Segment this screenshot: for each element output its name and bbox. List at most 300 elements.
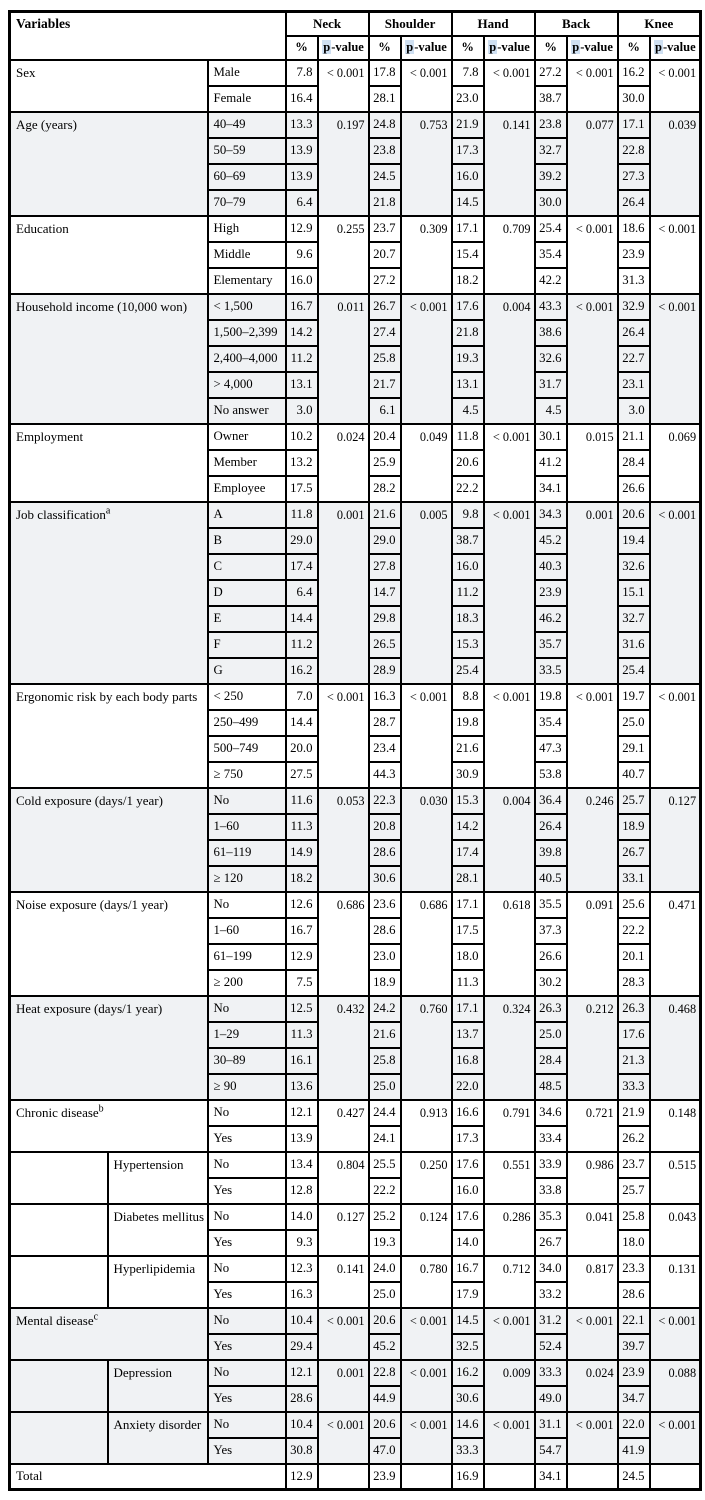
percent-cell: 11.8 bbox=[452, 424, 484, 450]
percent-cell: 26.3 bbox=[535, 996, 567, 1022]
table-row bbox=[10, 1412, 701, 1438]
pvalue-cell: 0.043 bbox=[650, 1204, 701, 1256]
table-row bbox=[10, 1256, 701, 1282]
percent-cell: 17.1 bbox=[618, 112, 650, 138]
variable-label: Noise exposure (days/1 year) bbox=[10, 892, 208, 996]
category-cell: Owner bbox=[208, 424, 286, 450]
percent-cell: 16.0 bbox=[452, 164, 484, 190]
percent-cell: 31.7 bbox=[535, 372, 567, 398]
category-cell: Employee bbox=[208, 476, 286, 502]
percent-cell: 27.2 bbox=[535, 60, 567, 86]
percent-header: % bbox=[618, 36, 650, 60]
percent-cell: 16.3 bbox=[286, 1282, 318, 1308]
table-body bbox=[10, 60, 701, 1490]
percent-cell: 11.3 bbox=[286, 814, 318, 840]
variable-label: Age (years) bbox=[10, 112, 208, 216]
indent-spacer-cell bbox=[10, 1412, 108, 1464]
percent-cell: 15.1 bbox=[618, 580, 650, 606]
pvalue-cell: 0.124 bbox=[401, 1204, 452, 1256]
pvalue-cell: < 0.001 bbox=[650, 502, 701, 684]
percent-cell: 17.5 bbox=[286, 476, 318, 502]
category-cell: Female bbox=[208, 86, 286, 112]
percent-cell: 20.0 bbox=[286, 736, 318, 762]
category-cell: High bbox=[208, 216, 286, 242]
percent-cell: 13.9 bbox=[286, 164, 318, 190]
percent-cell: 21.9 bbox=[618, 1100, 650, 1126]
percent-cell: 24.4 bbox=[369, 1100, 401, 1126]
percent-cell: 7.5 bbox=[286, 970, 318, 996]
percent-cell: 28.6 bbox=[286, 1386, 318, 1412]
percent-cell: 17.1 bbox=[452, 216, 484, 242]
percent-cell: 28.2 bbox=[369, 476, 401, 502]
percent-cell: 29.8 bbox=[369, 606, 401, 632]
percent-cell: 25.6 bbox=[618, 892, 650, 918]
percent-cell: 33.1 bbox=[618, 866, 650, 892]
category-cell: Yes bbox=[208, 1438, 286, 1464]
pvalue-cell: 0.131 bbox=[650, 1256, 701, 1308]
footnote-marker-c: c bbox=[93, 1311, 99, 1323]
pvalue-cell: 0.760 bbox=[401, 996, 452, 1100]
percent-cell: 33.4 bbox=[535, 1126, 567, 1152]
percent-cell: 4.5 bbox=[535, 398, 567, 424]
percent-cell: 16.0 bbox=[452, 554, 484, 580]
percent-cell: 27.4 bbox=[369, 320, 401, 346]
percent-cell: 11.2 bbox=[452, 580, 484, 606]
percent-cell: 28.7 bbox=[369, 710, 401, 736]
pvalue-cell: 0.148 bbox=[650, 1100, 701, 1152]
percent-cell: 28.6 bbox=[618, 1282, 650, 1308]
percent-cell: 22.2 bbox=[618, 918, 650, 944]
table-row bbox=[10, 1100, 701, 1126]
percent-cell: 10.4 bbox=[286, 1308, 318, 1334]
pvalue-cell bbox=[318, 1464, 369, 1490]
percent-header: % bbox=[369, 36, 401, 60]
percent-cell: 33.5 bbox=[535, 658, 567, 684]
percent-cell: 32.6 bbox=[618, 554, 650, 580]
percent-cell: 16.7 bbox=[452, 1256, 484, 1282]
percent-cell: 21.1 bbox=[618, 424, 650, 450]
percent-cell: 14.0 bbox=[452, 1230, 484, 1256]
percent-cell: 27.2 bbox=[369, 268, 401, 294]
percent-cell: 15.3 bbox=[452, 788, 484, 814]
pvalue-cell: < 0.001 bbox=[567, 294, 618, 424]
pvalue-cell: < 0.001 bbox=[650, 294, 701, 424]
percent-cell: 15.4 bbox=[452, 242, 484, 268]
percent-cell: 28.1 bbox=[369, 86, 401, 112]
table-row bbox=[10, 502, 701, 528]
highlighted-p: p bbox=[489, 40, 497, 54]
percent-cell: 31.2 bbox=[535, 1308, 567, 1334]
percent-cell: 34.0 bbox=[535, 1256, 567, 1282]
pvalue-cell: 0.039 bbox=[650, 112, 701, 216]
table-row bbox=[10, 1152, 701, 1178]
percent-cell: 27.8 bbox=[369, 554, 401, 580]
pvalue-header: p-value bbox=[567, 36, 618, 60]
percent-cell: 40.3 bbox=[535, 554, 567, 580]
percent-cell: 29.4 bbox=[286, 1334, 318, 1360]
percent-cell: 35.4 bbox=[535, 710, 567, 736]
category-cell: No bbox=[208, 1412, 286, 1438]
pvalue-cell: 0.024 bbox=[318, 424, 369, 502]
pvalue-cell: 0.009 bbox=[484, 1360, 535, 1412]
pvalue-cell: 0.005 bbox=[401, 502, 452, 684]
percent-cell: 39.7 bbox=[618, 1334, 650, 1360]
percent-cell: 32.7 bbox=[618, 606, 650, 632]
variable-label: Employment bbox=[10, 424, 208, 502]
percent-cell: 33.8 bbox=[535, 1178, 567, 1204]
pvalue-cell: 0.246 bbox=[567, 788, 618, 892]
percent-cell: 28.4 bbox=[618, 450, 650, 476]
percent-cell: 19.4 bbox=[618, 528, 650, 554]
percent-cell: 20.7 bbox=[369, 242, 401, 268]
percent-cell: 23.0 bbox=[369, 944, 401, 970]
pvalue-cell bbox=[484, 1464, 535, 1490]
percent-cell: 6.1 bbox=[369, 398, 401, 424]
percent-cell: 26.7 bbox=[618, 840, 650, 866]
percent-cell: 14.4 bbox=[286, 710, 318, 736]
percent-cell: 13.4 bbox=[286, 1152, 318, 1178]
percent-cell: 23.9 bbox=[618, 242, 650, 268]
pvalue-cell: 0.468 bbox=[650, 996, 701, 1100]
percent-cell: 25.8 bbox=[618, 1204, 650, 1230]
table-row bbox=[10, 424, 701, 450]
percent-cell: 18.0 bbox=[452, 944, 484, 970]
category-cell: E bbox=[208, 606, 286, 632]
percent-cell: 30.1 bbox=[535, 424, 567, 450]
table-row bbox=[10, 892, 701, 918]
percent-cell: 12.9 bbox=[286, 944, 318, 970]
pvalue-cell: 0.551 bbox=[484, 1152, 535, 1204]
percent-cell: 38.6 bbox=[535, 320, 567, 346]
percent-cell: 17.5 bbox=[452, 918, 484, 944]
percent-cell: 26.6 bbox=[618, 476, 650, 502]
percent-cell: 22.0 bbox=[452, 1074, 484, 1100]
percent-cell: 29.0 bbox=[286, 528, 318, 554]
pvalue-cell: 0.015 bbox=[567, 424, 618, 502]
percent-cell: 20.6 bbox=[369, 1308, 401, 1334]
highlighted-p: p bbox=[323, 40, 331, 54]
pvalue-cell: 0.986 bbox=[567, 1152, 618, 1204]
category-cell: No bbox=[208, 1152, 286, 1178]
pvalue-header: p-value bbox=[484, 36, 535, 60]
percent-cell: 37.3 bbox=[535, 918, 567, 944]
percent-cell: 12.3 bbox=[286, 1256, 318, 1282]
percent-cell: 45.2 bbox=[369, 1334, 401, 1360]
percent-cell: 30.0 bbox=[535, 190, 567, 216]
percent-cell: 17.6 bbox=[452, 1152, 484, 1178]
pvalue-cell: 0.127 bbox=[318, 1204, 369, 1256]
pvalue-cell: < 0.001 bbox=[401, 60, 452, 112]
pvalue-cell: < 0.001 bbox=[650, 1308, 701, 1360]
pvalue-cell: 0.250 bbox=[401, 1152, 452, 1204]
pvalue-cell: 0.753 bbox=[401, 112, 452, 216]
percent-cell: 23.9 bbox=[618, 1360, 650, 1386]
percent-cell: 32.5 bbox=[452, 1334, 484, 1360]
category-cell: ≥ 90 bbox=[208, 1074, 286, 1100]
percent-cell: 21.6 bbox=[369, 1022, 401, 1048]
table-row bbox=[10, 996, 701, 1022]
percent-cell: 18.2 bbox=[452, 268, 484, 294]
percent-cell: 21.6 bbox=[369, 502, 401, 528]
percent-cell: 29.1 bbox=[618, 736, 650, 762]
pvalue-cell: 0.077 bbox=[567, 112, 618, 216]
pvalue-cell: 0.088 bbox=[650, 1360, 701, 1412]
percent-cell: 25.0 bbox=[535, 1022, 567, 1048]
pvalue-cell: 0.011 bbox=[318, 294, 369, 424]
percent-cell: 13.2 bbox=[286, 450, 318, 476]
percent-cell: 34.1 bbox=[535, 476, 567, 502]
pvalue-cell: 0.141 bbox=[318, 1256, 369, 1308]
percent-cell: 20.6 bbox=[452, 450, 484, 476]
column-header-knee: Knee bbox=[618, 12, 701, 36]
percent-cell: 23.4 bbox=[369, 736, 401, 762]
percent-cell: 12.9 bbox=[286, 216, 318, 242]
percent-cell: 23.7 bbox=[369, 216, 401, 242]
pvalue-cell: 0.212 bbox=[567, 996, 618, 1100]
category-cell: ≥ 200 bbox=[208, 970, 286, 996]
percent-cell: 10.2 bbox=[286, 424, 318, 450]
percent-cell: 12.8 bbox=[286, 1178, 318, 1204]
pvalue-cell: < 0.001 bbox=[401, 294, 452, 424]
percent-cell: 11.3 bbox=[286, 1022, 318, 1048]
table-row bbox=[10, 216, 701, 242]
pvalue-cell: 0.001 bbox=[318, 502, 369, 684]
percent-cell: 3.0 bbox=[618, 398, 650, 424]
percent-cell: 34.7 bbox=[618, 1386, 650, 1412]
percent-cell: 22.2 bbox=[369, 1178, 401, 1204]
percent-cell: 23.1 bbox=[618, 372, 650, 398]
percent-cell: 19.3 bbox=[369, 1230, 401, 1256]
category-cell: 500–749 bbox=[208, 736, 286, 762]
pvalue-cell: < 0.001 bbox=[401, 1360, 452, 1412]
percent-cell: 9.8 bbox=[452, 502, 484, 528]
percent-cell: 16.4 bbox=[286, 86, 318, 112]
percent-cell: 35.5 bbox=[535, 892, 567, 918]
table-row bbox=[10, 1464, 701, 1490]
pvalue-cell: 0.791 bbox=[484, 1100, 535, 1152]
highlighted-p: p bbox=[572, 40, 580, 54]
pvalue-cell: 0.709 bbox=[484, 216, 535, 294]
percent-cell: 13.9 bbox=[286, 138, 318, 164]
percent-cell: 24.8 bbox=[369, 112, 401, 138]
percent-cell: 35.7 bbox=[535, 632, 567, 658]
percent-header: % bbox=[286, 36, 318, 60]
percent-cell: 6.4 bbox=[286, 190, 318, 216]
category-cell: Yes bbox=[208, 1230, 286, 1256]
category-cell: < 1,500 bbox=[208, 294, 286, 320]
category-cell: Middle bbox=[208, 242, 286, 268]
indent-spacer-cell bbox=[10, 1152, 108, 1204]
pvalue-cell: 0.024 bbox=[567, 1360, 618, 1412]
percent-cell: 24.1 bbox=[369, 1126, 401, 1152]
variable-label: Mental disease$^c$ bbox=[10, 1308, 208, 1360]
percent-cell: 14.0 bbox=[286, 1204, 318, 1230]
percent-cell: 9.3 bbox=[286, 1230, 318, 1256]
footnote-marker-a: a bbox=[105, 505, 111, 517]
pvalue-cell: 0.309 bbox=[401, 216, 452, 294]
percent-cell: 53.8 bbox=[535, 762, 567, 788]
pvalue-cell: < 0.001 bbox=[484, 60, 535, 112]
percent-cell: 30.6 bbox=[369, 866, 401, 892]
percent-cell: 18.2 bbox=[286, 866, 318, 892]
variable-label: Job classification$^a$ bbox=[10, 502, 208, 684]
percent-cell: 32.9 bbox=[618, 294, 650, 320]
percent-cell: 17.3 bbox=[452, 138, 484, 164]
percent-cell: 33.3 bbox=[535, 1360, 567, 1386]
percent-cell: 11.3 bbox=[452, 970, 484, 996]
percent-cell: 25.9 bbox=[369, 450, 401, 476]
percent-cell: 26.4 bbox=[535, 814, 567, 840]
percent-cell: 25.8 bbox=[369, 346, 401, 372]
percent-cell: 44.9 bbox=[369, 1386, 401, 1412]
percent-cell: 16.7 bbox=[286, 294, 318, 320]
percent-cell: 17.8 bbox=[369, 60, 401, 86]
percent-cell: 22.8 bbox=[618, 138, 650, 164]
variable-label: Chronic disease$^b$ bbox=[10, 1100, 208, 1152]
category-cell: Member bbox=[208, 450, 286, 476]
percent-cell: 10.4 bbox=[286, 1412, 318, 1438]
percent-cell: 11.2 bbox=[286, 632, 318, 658]
percent-cell: 33.3 bbox=[618, 1074, 650, 1100]
percent-cell: 16.2 bbox=[618, 60, 650, 86]
percent-cell: 43.3 bbox=[535, 294, 567, 320]
pvalue-cell: 0.286 bbox=[484, 1204, 535, 1256]
footnote-marker-b: b bbox=[98, 1103, 104, 1115]
percent-cell: 23.6 bbox=[369, 892, 401, 918]
percent-cell: 25.7 bbox=[618, 788, 650, 814]
percent-cell: 41.9 bbox=[618, 1438, 650, 1464]
percent-cell: 40.5 bbox=[535, 866, 567, 892]
table-row bbox=[10, 684, 701, 710]
percent-cell: 46.2 bbox=[535, 606, 567, 632]
column-header-hand: Hand bbox=[452, 12, 535, 36]
category-cell: No bbox=[208, 788, 286, 814]
percent-cell: 16.8 bbox=[452, 1048, 484, 1074]
pvalue-cell: 0.780 bbox=[401, 1256, 452, 1308]
percent-cell: 19.8 bbox=[535, 684, 567, 710]
percent-header: % bbox=[535, 36, 567, 60]
percent-cell: 14.2 bbox=[452, 814, 484, 840]
pvalue-cell: 0.001 bbox=[318, 1360, 369, 1412]
pvalue-cell: < 0.001 bbox=[318, 684, 369, 788]
category-cell: 1,500–2,399 bbox=[208, 320, 286, 346]
pvalue-cell: 0.427 bbox=[318, 1100, 369, 1152]
pvalue-cell bbox=[650, 1464, 701, 1490]
percent-cell: 19.8 bbox=[452, 710, 484, 736]
percent-cell: 16.7 bbox=[286, 918, 318, 944]
percent-cell: 22.0 bbox=[618, 1412, 650, 1438]
percent-cell: 26.3 bbox=[618, 996, 650, 1022]
percent-cell: 30.0 bbox=[618, 86, 650, 112]
percent-cell: 34.6 bbox=[535, 1100, 567, 1126]
column-header-neck: Neck bbox=[286, 12, 369, 36]
percent-cell: 12.1 bbox=[286, 1100, 318, 1126]
category-cell: No bbox=[208, 1360, 286, 1386]
percent-cell: 39.8 bbox=[535, 840, 567, 866]
percent-cell: 23.0 bbox=[452, 86, 484, 112]
percent-cell: 14.4 bbox=[286, 606, 318, 632]
percent-header: % bbox=[452, 36, 484, 60]
pvalue-cell: < 0.001 bbox=[401, 1308, 452, 1360]
percent-cell: 7.8 bbox=[452, 60, 484, 86]
percent-cell: 22.7 bbox=[618, 346, 650, 372]
category-cell: > 4,000 bbox=[208, 372, 286, 398]
pvalue-cell: 0.030 bbox=[401, 788, 452, 892]
percent-cell: 23.7 bbox=[618, 1152, 650, 1178]
subvariable-label: Diabetes mellitus bbox=[108, 1204, 208, 1256]
percent-cell: 28.1 bbox=[452, 866, 484, 892]
category-cell: Yes bbox=[208, 1178, 286, 1204]
percent-cell: 18.9 bbox=[369, 970, 401, 996]
variable-label: Ergonomic risk by each body parts bbox=[10, 684, 208, 788]
percent-cell: 11.8 bbox=[286, 502, 318, 528]
percent-cell: 21.3 bbox=[618, 1048, 650, 1074]
percent-cell: 36.4 bbox=[535, 788, 567, 814]
category-cell: 50–59 bbox=[208, 138, 286, 164]
column-header-back: Back bbox=[535, 12, 618, 36]
category-cell: No answer bbox=[208, 398, 286, 424]
percent-cell: 26.4 bbox=[618, 190, 650, 216]
percent-cell: 7.8 bbox=[286, 60, 318, 86]
pvalue-cell: < 0.001 bbox=[567, 684, 618, 788]
table-row bbox=[10, 112, 701, 138]
percent-cell: 14.9 bbox=[286, 840, 318, 866]
pvalue-cell: 0.686 bbox=[401, 892, 452, 996]
pvalue-cell: < 0.001 bbox=[567, 1308, 618, 1360]
pvalue-header: p-value bbox=[401, 36, 452, 60]
variable-label: Education bbox=[10, 216, 208, 294]
percent-cell: 21.8 bbox=[452, 320, 484, 346]
percent-cell: 16.1 bbox=[286, 1048, 318, 1074]
percent-cell: 14.7 bbox=[369, 580, 401, 606]
category-cell: Yes bbox=[208, 1334, 286, 1360]
percent-cell: 26.6 bbox=[535, 944, 567, 970]
percent-cell: 12.1 bbox=[286, 1360, 318, 1386]
percent-cell: 17.4 bbox=[286, 554, 318, 580]
pvalue-cell: 0.001 bbox=[567, 502, 618, 684]
pvalue-cell: 0.515 bbox=[650, 1152, 701, 1204]
percent-cell: 19.3 bbox=[452, 346, 484, 372]
percent-cell: 3.0 bbox=[286, 398, 318, 424]
percent-cell: 49.0 bbox=[535, 1386, 567, 1412]
percent-cell: 21.6 bbox=[452, 736, 484, 762]
variable-label: Sex bbox=[10, 60, 208, 112]
pvalue-cell: 0.721 bbox=[567, 1100, 618, 1152]
percent-cell: 45.2 bbox=[535, 528, 567, 554]
category-cell: No bbox=[208, 1100, 286, 1126]
percent-cell: 22.3 bbox=[369, 788, 401, 814]
percent-cell: 26.5 bbox=[369, 632, 401, 658]
percent-cell: 28.9 bbox=[369, 658, 401, 684]
category-cell: Yes bbox=[208, 1386, 286, 1412]
percent-cell: 13.1 bbox=[286, 372, 318, 398]
percent-cell: 17.3 bbox=[452, 1126, 484, 1152]
percent-cell: 23.8 bbox=[535, 112, 567, 138]
pvalue-cell: 0.913 bbox=[401, 1100, 452, 1152]
percent-cell: 27.3 bbox=[618, 164, 650, 190]
highlighted-p: p bbox=[406, 40, 414, 54]
total-label: Total bbox=[10, 1464, 286, 1490]
percent-cell: 31.1 bbox=[535, 1412, 567, 1438]
percent-cell: 17.4 bbox=[452, 840, 484, 866]
percent-cell: 30.6 bbox=[452, 1386, 484, 1412]
percent-cell: 12.6 bbox=[286, 892, 318, 918]
pvalue-cell: 0.197 bbox=[318, 112, 369, 216]
pvalue-cell bbox=[567, 1464, 618, 1490]
category-cell: No bbox=[208, 1308, 286, 1334]
percent-cell: 23.9 bbox=[535, 580, 567, 606]
percent-cell: 32.7 bbox=[535, 138, 567, 164]
